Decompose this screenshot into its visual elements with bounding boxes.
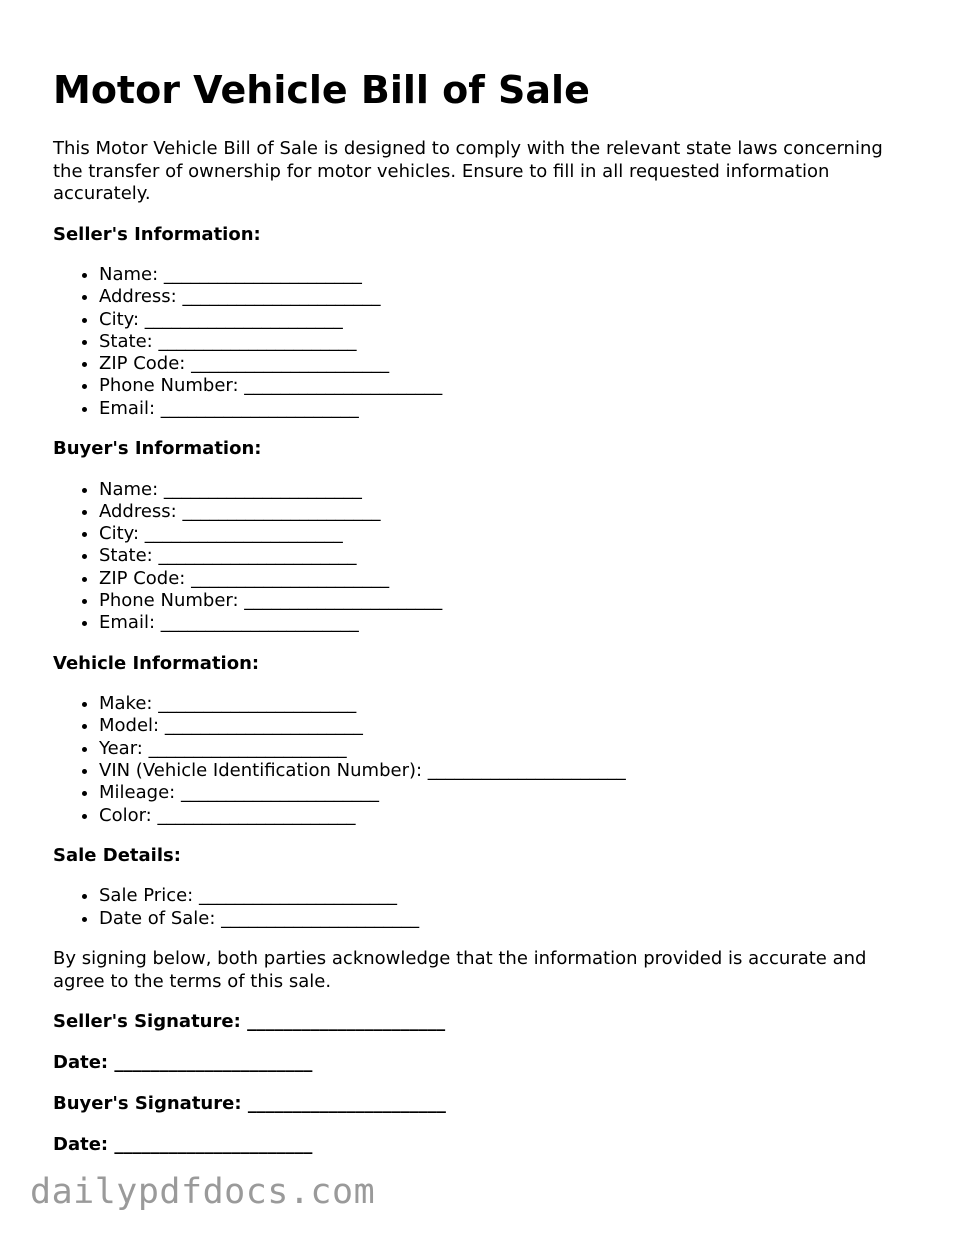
field-label: Date of Sale: [99, 907, 216, 929]
field-label: Name: [99, 478, 159, 500]
field-label: Phone Number: [99, 375, 239, 397]
field-label: City: [99, 523, 140, 545]
blank-line: ______________________ [144, 523, 343, 545]
vehicle-vin-field[interactable] [99, 760, 913, 782]
buyer-city-field[interactable] [99, 523, 913, 545]
blank-line: ______________________ [158, 545, 357, 567]
buyer-zip-field[interactable] [99, 568, 913, 590]
buyer-phone-field[interactable] [99, 590, 913, 612]
field-label: State: [99, 545, 153, 567]
vehicle-year-field[interactable] [99, 738, 913, 760]
field-label: VIN (Vehicle Identification Number): [99, 760, 423, 782]
vehicle-color-field[interactable] [99, 805, 913, 827]
field-label: State: [99, 330, 153, 352]
vehicle-mileage-field[interactable] [99, 782, 913, 804]
field-label: Color: [99, 804, 152, 826]
blank-line: ______________________ [247, 1093, 446, 1115]
field-label: Phone Number: [99, 590, 239, 612]
intro-paragraph: This Motor Vehicle Bill of Sale is designed to comply with the relevant state laws concerning the transfer of ownership for motor vehicles. Ensure to fill in all requested information accurately. [53, 138, 883, 204]
blank-line: ______________________ [148, 737, 347, 759]
blank-line: ______________________ [114, 1052, 313, 1074]
blank-line: ______________________ [158, 693, 357, 715]
sale-section-heading: Sale Details: [53, 844, 181, 866]
seller-zip-field[interactable] [99, 353, 913, 375]
seller-phone-field[interactable] [99, 375, 913, 397]
sale-date-field[interactable] [99, 908, 913, 930]
field-label: Year: [99, 737, 143, 759]
blank-line: ______________________ [182, 286, 381, 308]
blank-line: ______________________ [244, 375, 443, 397]
buyer-name-field[interactable] [99, 479, 913, 501]
field-label: Email: [99, 397, 156, 419]
field-label: ZIP Code: [99, 567, 186, 589]
buyer-email-field[interactable] [99, 612, 913, 634]
seller-field-list [53, 264, 913, 420]
sale-price-field[interactable] [99, 885, 913, 907]
buyer-address-field[interactable] [99, 501, 913, 523]
buyer-signature-line[interactable] [53, 1093, 913, 1116]
date-label: Date: [53, 1052, 109, 1074]
seller-address-field[interactable] [99, 286, 913, 308]
signature-label: Buyer's Signature: [53, 1093, 242, 1115]
field-label: Sale Price: [99, 885, 194, 907]
signature-label: Seller's Signature: [53, 1011, 241, 1033]
blank-line: ______________________ [158, 330, 357, 352]
blank-line: ______________________ [182, 500, 381, 522]
seller-signature-line[interactable] [53, 1011, 913, 1034]
blank-line: ______________________ [114, 1134, 313, 1156]
vehicle-make-field[interactable] [99, 693, 913, 715]
seller-name-field[interactable] [99, 264, 913, 286]
vehicle-model-field[interactable] [99, 715, 913, 737]
blank-line: ______________________ [221, 907, 420, 929]
field-label: Name: [99, 264, 159, 285]
blank-line: ______________________ [427, 760, 626, 782]
blank-line: ______________________ [163, 264, 362, 285]
field-label: ZIP Code: [99, 353, 186, 375]
blank-line: ______________________ [191, 353, 390, 375]
blank-line: ______________________ [144, 308, 343, 330]
site-watermark: dailypdfdocs.com [30, 1172, 376, 1212]
blank-line: ______________________ [160, 612, 359, 634]
blank-line: ______________________ [191, 567, 390, 589]
field-label: Email: [99, 612, 156, 634]
blank-line: ______________________ [244, 590, 443, 612]
date-label: Date: [53, 1134, 109, 1156]
vehicle-section-heading: Vehicle Information: [53, 652, 260, 674]
vehicle-field-list [53, 693, 913, 827]
seller-city-field[interactable] [99, 309, 913, 331]
blank-line: ______________________ [160, 397, 359, 419]
buyer-state-field[interactable] [99, 545, 913, 567]
document-title: Motor Vehicle Bill of Sale [53, 68, 590, 112]
buyer-date-line[interactable] [53, 1134, 913, 1157]
blank-line: ______________________ [180, 782, 379, 804]
buyer-section-heading: Buyer's Information: [53, 438, 262, 460]
seller-state-field[interactable] [99, 331, 913, 353]
blank-line: ______________________ [164, 715, 363, 737]
document-page [53, 64, 913, 1175]
field-label: Mileage: [99, 782, 176, 804]
buyer-field-list [53, 479, 913, 635]
blank-line: ______________________ [247, 1011, 446, 1033]
field-label: Address: [99, 286, 177, 308]
field-label: Address: [99, 500, 177, 522]
field-label: City: [99, 308, 140, 330]
blank-line: ______________________ [157, 804, 356, 826]
seller-section-heading: Seller's Information: [53, 223, 261, 245]
seller-email-field[interactable] [99, 398, 913, 420]
blank-line: ______________________ [163, 478, 362, 500]
seller-date-line[interactable] [53, 1052, 913, 1075]
blank-line: ______________________ [198, 885, 397, 907]
sale-field-list [53, 885, 913, 930]
acknowledgement-paragraph: By signing below, both parties acknowledge that the information provided is accurate and agree to the terms of this sale. [53, 948, 867, 992]
field-label: Make: [99, 693, 153, 715]
field-label: Model: [99, 715, 160, 737]
